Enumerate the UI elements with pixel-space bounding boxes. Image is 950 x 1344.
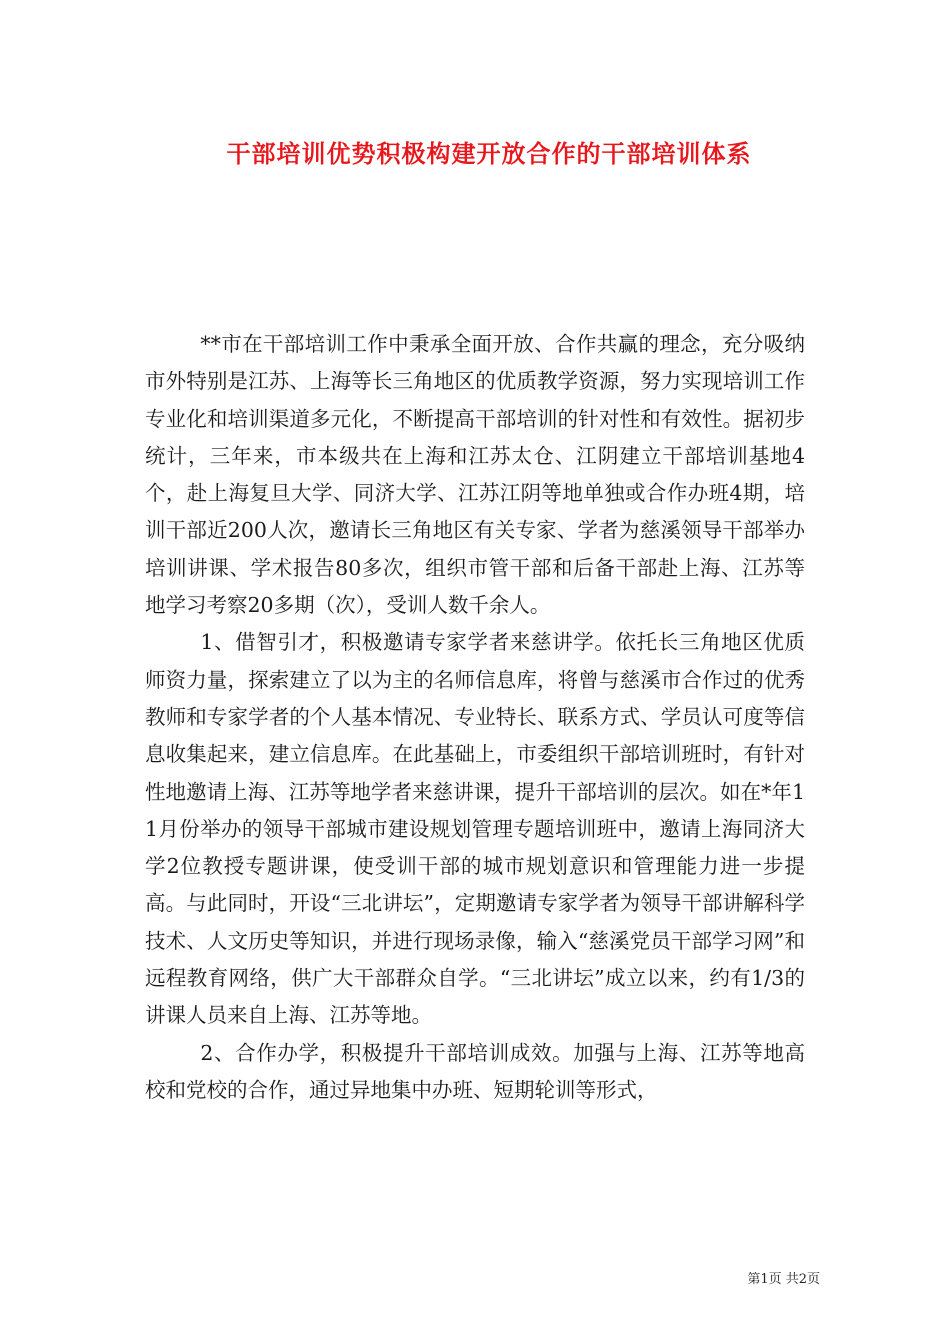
paragraph-intro: **市在干部培训工作中秉承全面开放、合作共赢的理念，充分吸纳市外特别是江苏、上海等长三角地区的优质教学资源，努力实现培训工作专业化和培训渠道多元化，不断提高干部培训的针对性和有效性。据初步统计，三年来，市本级共在上海和江苏太仓、江阴建立干部培训基地4个，赴上海复旦大学、同济大学、江苏江阴等地单独或合作办班4期，培训干部近200人次，邀请长三角地区有关专家、学者为慈溪领导干部举办培训讲课、学术报告80多次，组织市管干部和后备干部赴上海、江苏等地学习考察20多期（次），受训人数千余人。 bbox=[145, 332, 805, 618]
page-number-footer: 第1页 共2页 bbox=[747, 1272, 820, 1287]
paragraph-section-1: 1、借智引才，积极邀请专家学者来慈讲学。依托长三角地区优质师资力量，探索建立了以为主的名师信息库，将曾与慈溪市合作过的优秀教师和专家学者的个人基本情况、专业特长、联系方式、学员认可度等信息收集起来，建立信息库。在此基础上，市委组织干部培训班时，有针对性地邀请上海、江苏等地学者来慈讲课，提升干部培训的层次。如在*年11月份举办的领导干部城市建设规划管理专题培训班中，邀请上海同济大学2位教授专题讲课，使受训干部的城市规划意识和管理能力进一步提高。与此同时，开设“三北讲坛”，定期邀请专家学者为领导干部讲解科学技术、人文历史等知识，并进行现场录像，输入“慈溪党员干部学习网”和远程教育网络，供广大干部群众自学。“三北讲坛”成立以来，约有1/3的讲课人员来自上海、江苏等地。 bbox=[145, 630, 805, 1028]
document-body bbox=[145, 326, 805, 1109]
paragraph-section-2: 2、合作办学，积极提升干部培训成效。加强与上海、江苏等地高校和党校的合作，通过异地集中办班、短期轮训等形式， bbox=[145, 1040, 805, 1102]
document-title: 干部培训优势积极构建开放合作的干部培训体系 bbox=[226, 139, 752, 168]
